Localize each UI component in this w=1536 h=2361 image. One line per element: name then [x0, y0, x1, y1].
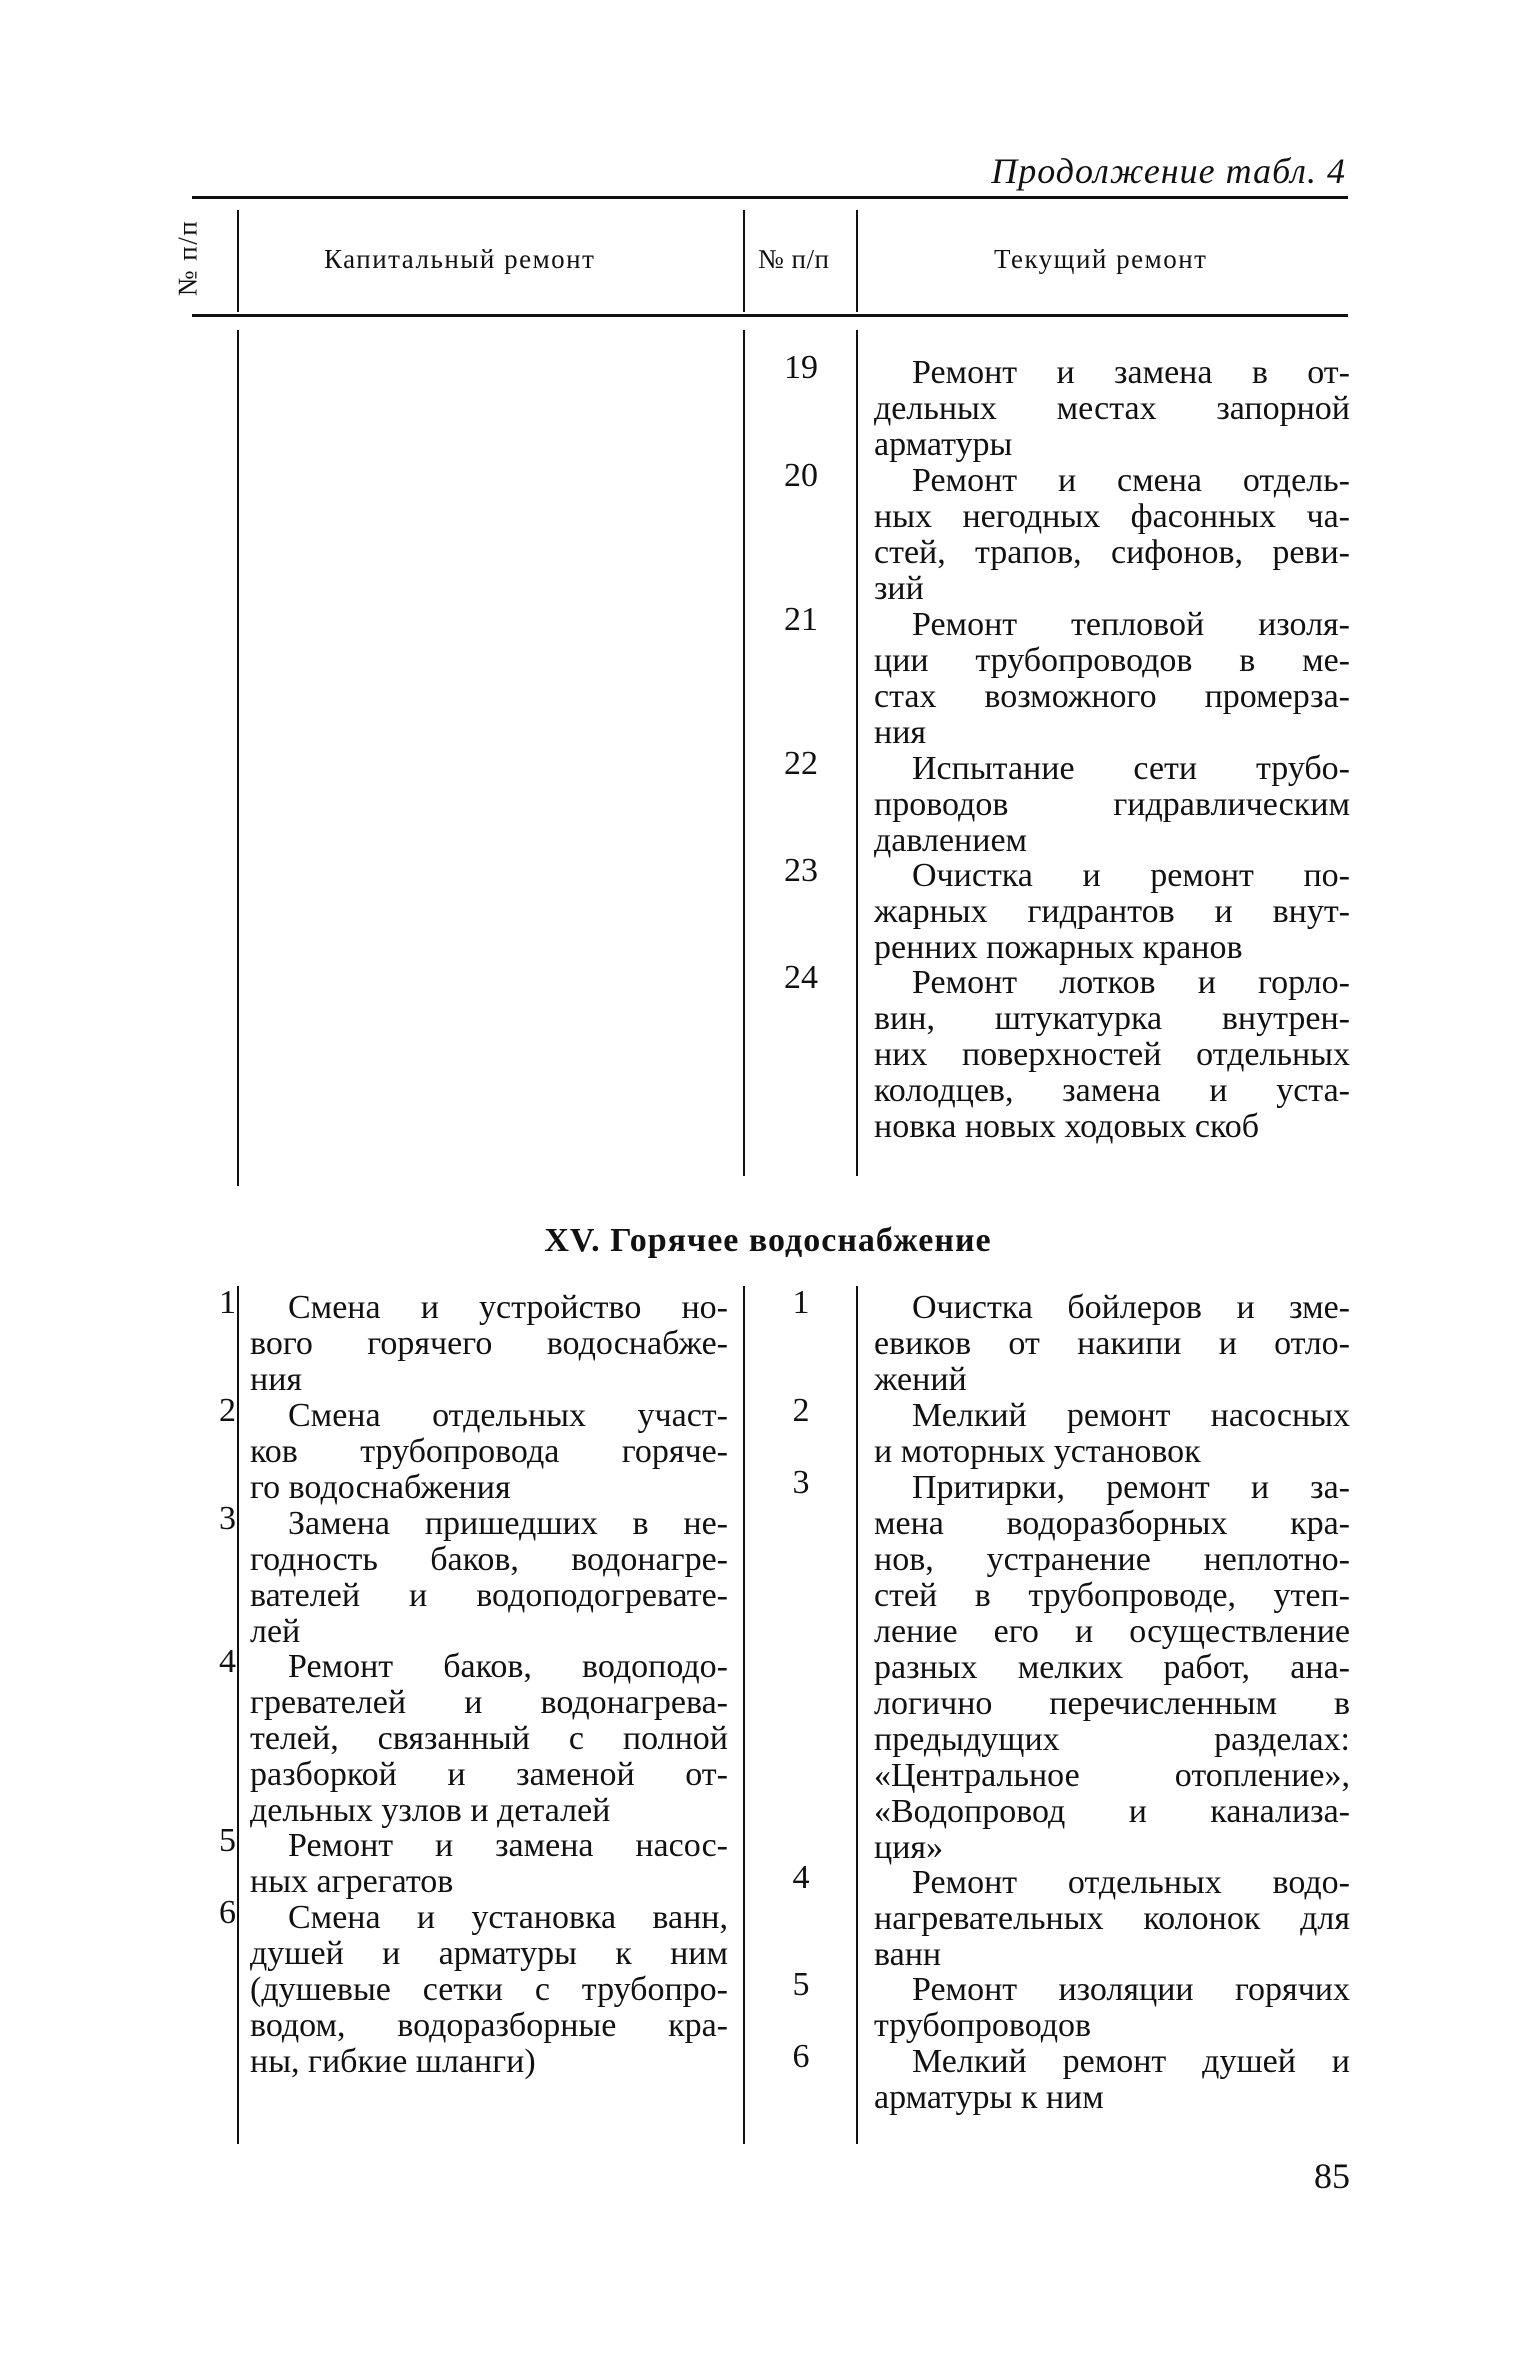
capital-number-1: 1	[219, 1284, 236, 1321]
header-current-repair: Текущий ремонт	[994, 244, 1208, 274]
row-number-22: 22	[784, 745, 818, 782]
body2-divider-2	[743, 1286, 745, 2144]
hot-current-text-5: Ремонт изоляции горячих трубопроводов	[874, 1972, 1350, 2044]
body2-divider-1	[237, 1286, 239, 2144]
section-title: XV. Горячее водоснабжение	[544, 1222, 992, 1259]
body1-divider-3	[856, 330, 858, 1176]
header-divider-1	[237, 210, 239, 312]
body2-divider-3	[856, 1286, 858, 2144]
current-repair-text-22: Испытание сети трубо- проводов гидравлическим давлением	[874, 751, 1350, 859]
body1-divider-1	[237, 330, 239, 1186]
page-number: 85	[1314, 2156, 1350, 2196]
row-number-23: 23	[784, 852, 818, 889]
hot-current-text-2: Мелкий ремонт насосных и моторных установок	[874, 1398, 1350, 1470]
body1-divider-2	[743, 330, 745, 1176]
capital-repair-text-2: Смена отдельных участ- ков трубопровода горяче- го водоснабжения	[250, 1398, 728, 1506]
hot-current-text-1: Очистка бойлеров и зме- евиков от накипи и отло- жений	[874, 1290, 1350, 1398]
hot-current-text-3: Притирки, ремонт и за- мена водоразборных кра- нов, устранение неплотно- стей в трубопроводе, утеп- ление его и осуществление разных мелких работ, ана- логично перечисленным в предыдущих разделах: «Центральное отопление», «Водопровод и канализа- ция»	[874, 1470, 1350, 1866]
current-number-3: 3	[792, 1464, 810, 1501]
capital-number-4: 4	[219, 1643, 236, 1680]
header-divider-2	[743, 210, 745, 312]
capital-number-2: 2	[219, 1392, 236, 1429]
header-number-left: № п/п	[172, 219, 203, 297]
current-repair-text-21: Ремонт тепловой изоля- ции трубопроводов в ме- стах возможного промерза- ния	[874, 607, 1350, 751]
header-bottom-rule	[192, 314, 1348, 317]
hot-current-text-4: Ремонт отдельных водо- нагревательных колонок для ванн	[874, 1865, 1350, 1973]
current-repair-text-19: Ремонт и замена в от- дельных местах запорной арматуры	[874, 355, 1350, 463]
capital-repair-text-4: Ремонт баков, водоподо- гревателей и водонагрева- телей, связанный с полной разборкой и заменой от- дельных узлов и деталей	[250, 1649, 728, 1829]
row-number-24: 24	[784, 959, 818, 996]
current-number-1: 1	[792, 1284, 810, 1321]
current-number-6: 6	[792, 2038, 810, 2075]
row-number-21: 21	[784, 601, 818, 638]
capital-repair-text-6: Смена и установка ванн, душей и арматуры к ним (душевые сетки с трубопро- водом, водоразборные кра- ны, гибкие шланги)	[250, 1900, 728, 2080]
capital-repair-text-5: Ремонт и замена насос- ных агрегатов	[250, 1828, 728, 1900]
table-top-rule	[192, 196, 1348, 199]
current-repair-text-20: Ремонт и смена отдель- ных негодных фасонных ча- стей, трапов, сифонов, реви- зий	[874, 463, 1350, 607]
table-caption: Продолжение табл. 4	[991, 151, 1346, 191]
header-divider-3	[856, 210, 858, 312]
header-capital-repair: Капитальный ремонт	[324, 244, 596, 274]
row-number-19: 19	[784, 349, 818, 386]
current-number-5: 5	[792, 1966, 810, 2003]
capital-number-5: 5	[219, 1822, 236, 1859]
hot-current-text-6: Мелкий ремонт душей и арматуры к ним	[874, 2044, 1350, 2116]
header-number-middle: № п/п	[758, 244, 830, 274]
row-number-20: 20	[784, 457, 818, 494]
current-number-2: 2	[792, 1392, 810, 1429]
capital-number-3: 3	[219, 1500, 236, 1537]
current-number-4: 4	[792, 1859, 810, 1896]
capital-number-6: 6	[219, 1894, 236, 1931]
current-repair-text-24: Ремонт лотков и горло- вин, штукатурка внутрен- них поверхностей отдельных колодцев, замена и уста- новка новых ходовых скоб	[874, 965, 1350, 1145]
capital-repair-text-1: Смена и устройство но- вого горячего водоснабже- ния	[250, 1290, 728, 1398]
capital-repair-text-3: Замена пришедших в не- годность баков, водонагре- вателей и водоподогревате- лей	[250, 1506, 728, 1650]
current-repair-text-23: Очистка и ремонт по- жарных гидрантов и внут- ренних пожарных кранов	[874, 858, 1350, 966]
